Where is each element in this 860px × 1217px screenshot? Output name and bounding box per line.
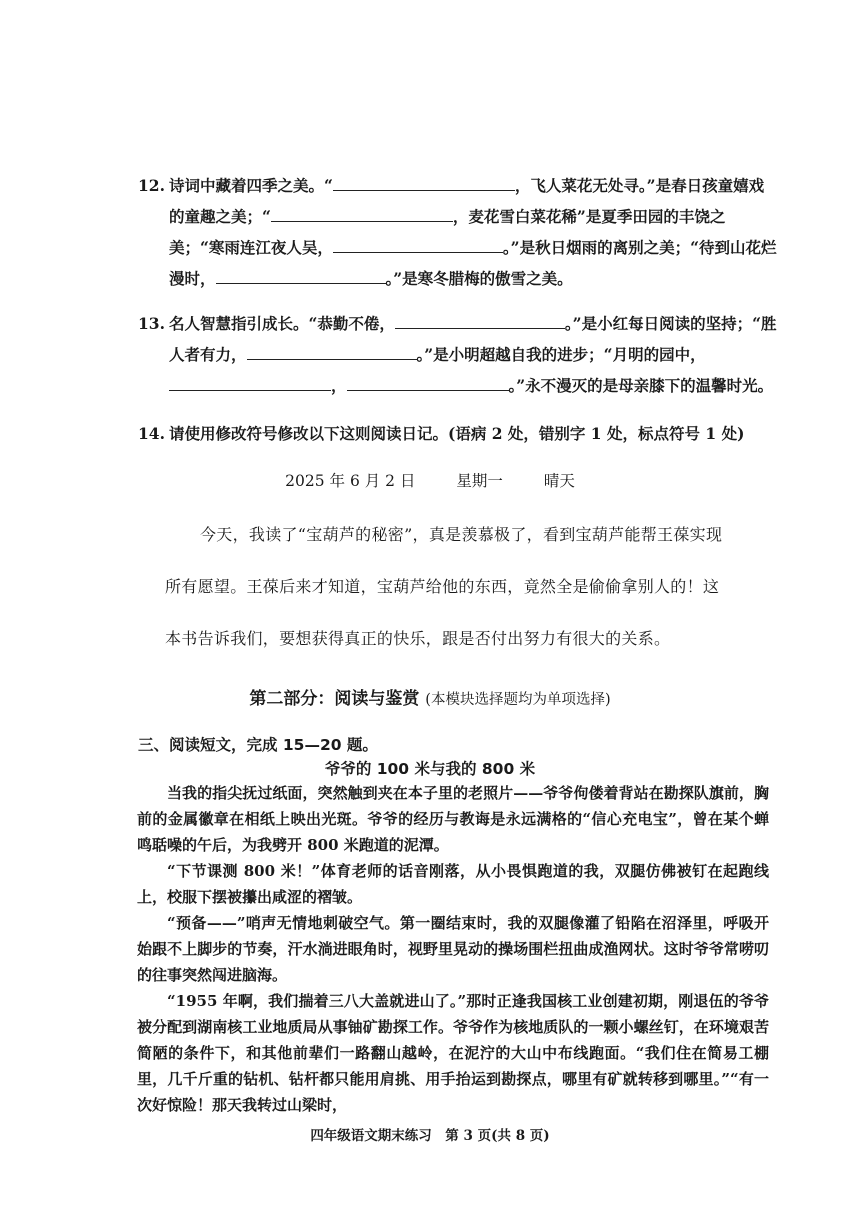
diary-line: 所有愿望。王葆后来才知道，宝葫芦给他的东西，竟然全是偷偷拿别人的！这 bbox=[165, 577, 720, 596]
question-text: 。”是寒冬腊梅的傲雪之美。 bbox=[385, 269, 573, 288]
diary-header bbox=[0, 469, 860, 491]
question-12 bbox=[138, 170, 778, 294]
article-body bbox=[137, 780, 769, 1118]
answer-blank[interactable] bbox=[395, 310, 565, 329]
part-note: (本模块选择题均为单项选择) bbox=[425, 692, 611, 708]
part-title bbox=[0, 684, 860, 709]
diary-line: 本书告诉我们，要想获得真正的快乐，跟是否付出努力有很大的关系。 bbox=[165, 629, 671, 648]
section-heading: 三、阅读短文，完成 15—20 题。 bbox=[138, 736, 378, 754]
answer-blank[interactable] bbox=[347, 372, 509, 391]
article-paragraph: “下节课测 800 米！”体育老师的话音刚落，从小畏惧跑道的我，双腿仿佛被钉在起跑线上，校服下摆被攥出咸涩的褶皱。 bbox=[137, 862, 769, 906]
question-number: 12. bbox=[138, 176, 165, 195]
page-footer: 四年级语文期末练习 第 3 页(共 8 页) bbox=[310, 1128, 550, 1144]
article-title: 爷爷的 100 米与我的 800 米 bbox=[324, 760, 536, 778]
question-text: ，麦花雪白菜花稀”是夏季田园的丰饶之美；“寒雨连江夜人吴， bbox=[169, 207, 726, 257]
question-text: 名人智慧指引成长。“恭勤不倦， bbox=[169, 314, 395, 333]
answer-blank[interactable] bbox=[169, 372, 331, 391]
diary-weekday: 星期一 bbox=[456, 472, 503, 490]
article-paragraph: 当我的指尖抚过纸面，突然触到夹在本子里的老照片——爷爷佝偻着背站在勘探队旗前，胸前的金属徽章在相纸上映出光斑。爷爷的经历与教诲是永远满格的“信心充电宝”，曾在某个蝉鸣聒噪的午后，为我劈开 800 米跑道的泥潭。 bbox=[137, 784, 769, 854]
question-13 bbox=[138, 308, 778, 401]
answer-blank[interactable] bbox=[333, 172, 515, 191]
question-text: ，飞人菜花无处寻。”是春日孩童嬉戏的童趣之美；“ bbox=[169, 176, 765, 226]
question-text: ， bbox=[331, 376, 347, 395]
answer-blank[interactable] bbox=[333, 234, 503, 253]
answer-blank[interactable] bbox=[247, 341, 417, 360]
question-14 bbox=[138, 418, 798, 449]
question-text: 诗词中藏着四季之美。“ bbox=[169, 176, 333, 195]
diary-date: 2025 年 6 月 2 日 bbox=[285, 472, 416, 490]
article-paragraph: “预备——”哨声无情地刺破空气。第一圈结束时，我的双腿像灌了铅陷在沼泽里，呼吸开始跟不上脚步的节奏，汗水淌进眼角时，视野里晃动的操场围栏扭曲成渔网状。这时爷爷常唠叨的往事突然闯进脑海。 bbox=[137, 914, 769, 984]
question-text: 。”永不漫灭的是母亲膝下的温馨时光。 bbox=[508, 376, 774, 395]
question-text: 请使用修改符号修改以下这则阅读日记。(语病 2 处，错别字 1 处，标点符号 1 处) bbox=[169, 424, 745, 443]
article-paragraph: “1955 年啊，我们揣着三八大盖就进山了。”那时正逢我国核工业创建初期，刚退伍的爷爷被分配到湖南核工业地质局从事铀矿勘探工作。爷爷作为核地质队的一颗小螺丝钉，在环境艰苦简陋的条件下，和其他前辈们一路翻山越岭，在泥泞的大山中布线跑面。“我们住在简易工棚里，几千斤重的钻机、钻杆都只能用肩挑、用手抬运到勘探点，哪里有矿就转移到哪里。”“有一次好惊险！那天我转过山梁时， bbox=[137, 992, 769, 1114]
question-text: 。”是小明超越自我的进步；“月明的园中， bbox=[416, 345, 706, 364]
question-text: 。”是小红每日阅读的坚持；“胜人者有力， bbox=[169, 314, 777, 364]
part-heading: 第二部分：阅读与鉴赏 bbox=[249, 689, 420, 709]
question-number: 14. bbox=[138, 424, 165, 443]
diary-weather: 晴天 bbox=[543, 472, 575, 490]
diary-line: 今天，我读了“宝葫芦的秘密”，真是羡慕极了，看到宝葫芦能帮王葆实现 bbox=[200, 525, 723, 544]
question-text: 。”是秋日烟雨的离别之美；“待到山花烂漫时， bbox=[169, 238, 777, 288]
answer-blank[interactable] bbox=[216, 265, 386, 284]
question-number: 13. bbox=[138, 314, 165, 333]
answer-blank[interactable] bbox=[271, 203, 453, 222]
